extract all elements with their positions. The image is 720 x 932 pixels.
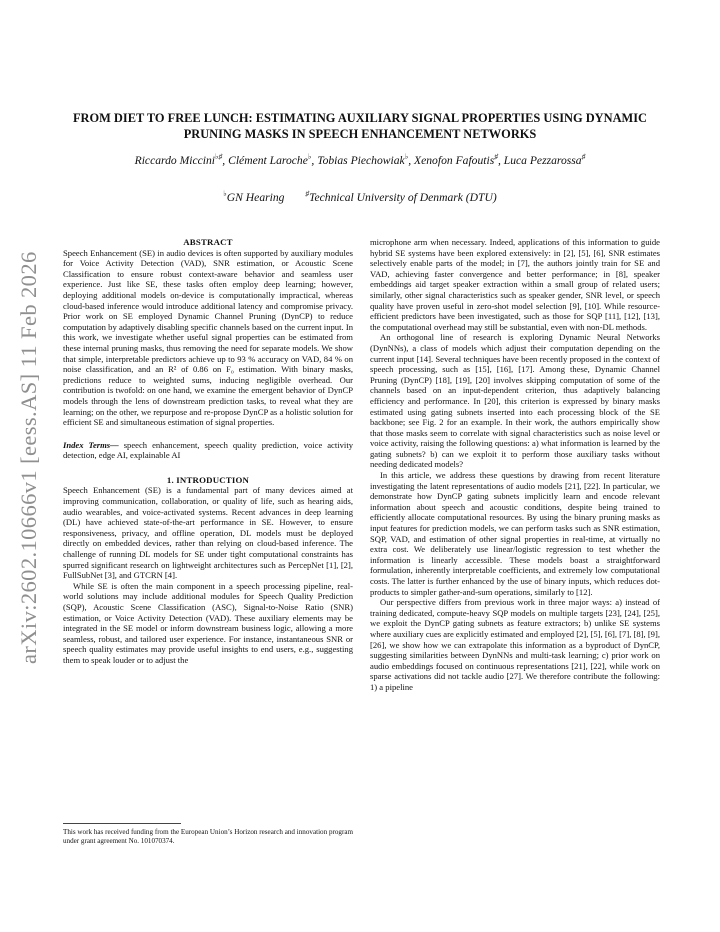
- footnote-rule: [63, 823, 181, 824]
- index-terms: Index Terms— speech enhancement, speech quality prediction, voice activity detection, edge AI, explainable AI: [63, 439, 353, 461]
- funding-footnote: This work has received funding from the European Union’s Horizon research and innovation program under grant agreement No. 101070374.: [63, 828, 353, 845]
- intro-paragraph: Speech Enhancement (SE) is a fundamental part of many devices aimed at improving communication, collaboration, or quality of life, such as hearing aids, audio wearables, and voice-activated systems. Recent advances in deep learning (DL) have achieved state-of-the-art performance in SE. However, to ensure responsiveness, privacy, and offline operation, DL models must be deployed directly on embedded devices, rather than relying on cloud-based inference. The challenge of running DL models for SE under tight computational constraints has spurred significant research on lightweight architectures such as PercepNet [1], [2], FullSubNet [3], and GTCRN [4].: [63, 485, 353, 581]
- affiliation-list: [40, 190, 680, 205]
- affiliation: ♭GN Hearing: [223, 189, 285, 204]
- abstract-text: Speech Enhancement (SE) in audio devices is often supported by auxiliary modules for Voice Activity Detection (VAD), SNR estimation, or Acoustic Scene Classification to ensure robust context-aware behavior and seamless user experience. Just like SE, these tasks often employ deep learning; however, deploying additional models on-device is computationally impractical, whereas cloud-based inference would introduce additional latency and compromise privacy. Prior work on SE employed Dynamic Channel Pruning (DynCP) to reduce computation by adaptively disabling specific channels based on the current input. In this work, we investigate whether useful signal properties can be estimated from these internal pruning masks, thus removing the need for separate models. We show that simple, interpretable predictors achieve up to 93 % accuracy on VAD, 84 % on noise classification, and an R² of 0.86 on F₀ estimation. With binary masks, predictions reduce to weighted sums, inducing negligible overhead. Our contribution is twofold: on one hand, we examine the emergent behavior of DynCP models through the lens of downstream prediction tasks, to reveal what they are learning; on the other, we repurpose and re-propose DynCP as a holistic solution for efficient SE and simultaneous estimation of signal properties.: [63, 247, 353, 428]
- intro-paragraph: microphone arm when necessary. Indeed, applications of this information to guide hybrid SE systems have been explored extensively: in [2], [5], [6], SNR estimates selectively enable parts of the model; in [7], the authors jointly train for SE and VAD, achieving faster convergence and better performance; in [8], speaker embeddings aid target speaker extraction within a small group of related users; similarly, other signal characteristics such as speaker gender, SNR level, or speech quality have proven useful in zero-shot model selection [9], [10]. While resource-efficient predictors have been investigated, such as those for SQP [11], [12], [13], the computational overhead may still be substantial, even with non-DL methods.: [370, 237, 660, 332]
- left-column: [63, 237, 353, 666]
- abstract-heading: ABSTRACT: [183, 237, 233, 247]
- author: Riccardo Miccini♭♯: [134, 152, 223, 167]
- arxiv-identifier[interactable]: arXiv:2602.10666v1 [eess.AS] 11 Feb 2026: [16, 251, 41, 664]
- author: Tobias Piechowiak♭: [317, 152, 409, 167]
- author: Luca Pezzarossa♯: [503, 152, 586, 167]
- intro-paragraph: While SE is often the main component in a speech processing pipeline, real-world solutions may include additional modules for Speech Quality Prediction (SQP), Acoustic Scene Classification (ASC), Signal-to-Noise Ratio (SNR) estimation, or Voice Activity Detection (VAD). These auxiliary elements may be integrated in the SE model or inform downstream business logic, allowing a more seamless, robust, and tailored user experience. For instance, instantaneous SNR or speech quality estimates may provide useful insights to end users, e.g., suggesting them to speak louder or to adjust the: [63, 580, 353, 665]
- section-heading-introduction: 1. INTRODUCTION: [166, 474, 250, 485]
- author: Clément Laroche♭: [228, 152, 312, 167]
- right-column: [370, 237, 660, 693]
- author-list: Riccardo Miccini♭♯, Clément Laroche♭, Tobias Piechowiak♭, Xenofon Fafoutis♯, Luca Pezzarossa♯: [134, 152, 586, 167]
- intro-paragraph: Our perspective differs from previous work in three major ways: a) instead of training dedicated, compute-heavy SQP models on multiple targets [23], [24], [25], we exploit the DynCP gating subnets as feature extractors; b) unlike SE systems where auxiliary cues are explicitly estimated and employed [2], [5], [6], [7], [8], [9], [26], we show how we can extrapolate this information as a byproduct of DynCP, suggesting similarities between DynNNs and multi-task learning; c) prior work on audio embeddings focused on continuous representations [21], [22], while work on sparse activations did not tackle audio [27]. We therefore contribute the following: 1) a pipeline: [370, 597, 660, 692]
- author: Xenofon Fafoutis♯: [414, 152, 498, 167]
- paper-title: FROM DIET TO FREE LUNCH: ESTIMATING AUXILIARY SIGNAL PROPERTIES USING DYNAMIC PRUNING MASKS IN SPEECH ENHANCEMENT NETWORKS: [72, 111, 647, 141]
- intro-paragraph: An orthogonal line of research is exploring Dynamic Neural Networks (DynNNs), a class of models which adjust their computation depending on the current input [14]. Several techniques have been recently proposed in the context of speech processing, such as [15], [16], [17]. Among these, Dynamic Channel Pruning (DynCP) [18], [19], [20] involves skipping computation of some of the channels based on an input-dependent criterion, thus adaptively balancing efficiency and performance. In [20], this criterion is expressed by binary masks estimated using gating subnets inserted into each processing block of the SE backbone; see Fig. 2 for an example. In their work, the authors empirically show that those masks seem to correlate with signal characteristics such as noise level or voice activity, raising the following questions: a) what information is learned by the gating subnets? b) can we exploit it to perform those auxiliary tasks without needing dedicated models?: [370, 332, 660, 470]
- intro-paragraph: In this article, we address these questions by drawing from recent literature investigating the latent representations of audio models [21], [22]. In particular, we demonstrate how DynCP gating subnets implicitly learn and encode relevant information about speech and acoustic conditions, despite being trained to efficiently allocate computational resources. By using the binary pruning masks as input features for prediction models, we can perform tasks such as SNR estimation, SQP, VAD, and estimation of other signal properties in real-time, at virtually no extra cost. We deliberately use linear/logistic regression to test whether the information is linearly accessible. These models boast a straightforward formulation, inherently interpretable coefficients, and extremely low computational costs. The latter is further enhanced by the use of binary inputs, which reduces dot-products to simpler gather-and-sum operations, similarly to [12].: [370, 470, 660, 597]
- affiliation: ♯Technical University of Denmark (DTU): [305, 189, 497, 204]
